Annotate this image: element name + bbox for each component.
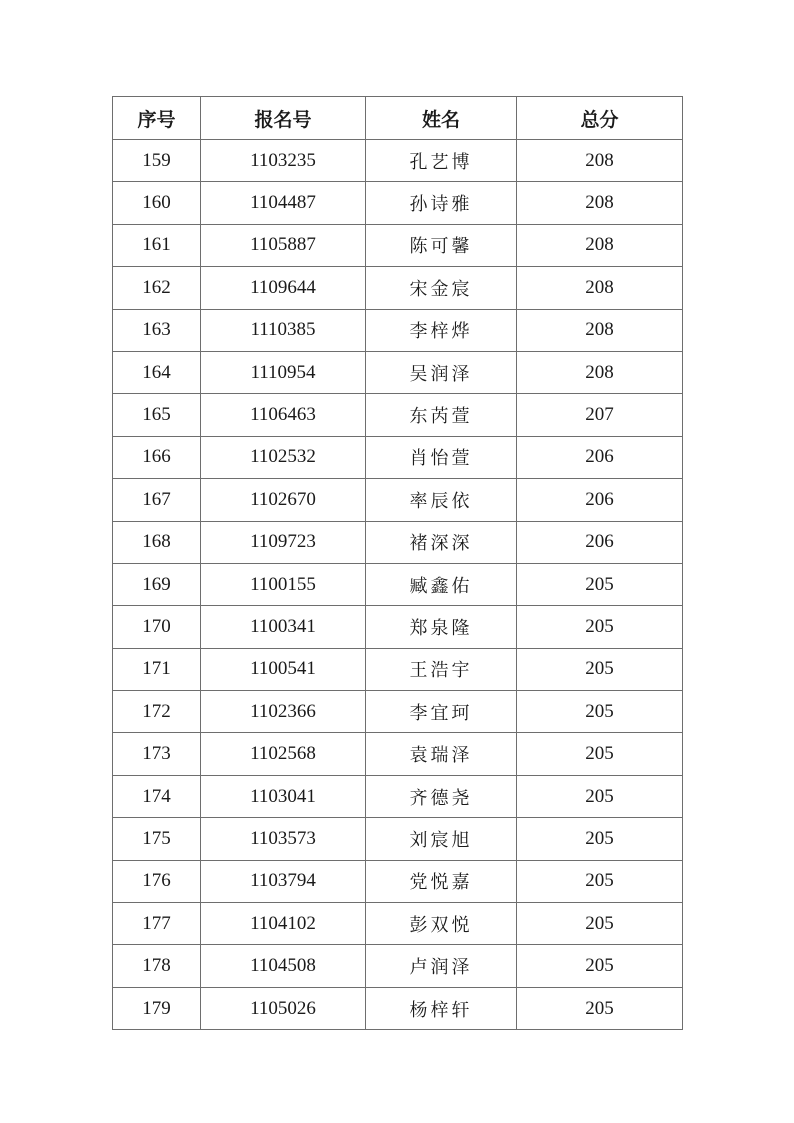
cell-total: 206 — [517, 521, 683, 563]
cell-seq: 178 — [113, 945, 201, 987]
cell-reg-no: 1110954 — [201, 351, 366, 393]
table-row — [113, 818, 683, 860]
cell-name: 褚深深 — [366, 521, 517, 563]
cell-total: 205 — [517, 648, 683, 690]
cell-reg-no: 1104508 — [201, 945, 366, 987]
cell-name: 王浩宇 — [366, 648, 517, 690]
header-total: 总分 — [517, 97, 683, 140]
cell-name: 宋金宸 — [366, 267, 517, 309]
cell-reg-no: 1104487 — [201, 182, 366, 224]
cell-name: 孔艺博 — [366, 140, 517, 182]
cell-total: 205 — [517, 606, 683, 648]
table-row — [113, 648, 683, 690]
cell-total: 205 — [517, 818, 683, 860]
table-row — [113, 563, 683, 605]
cell-total: 205 — [517, 860, 683, 902]
cell-name: 陈可馨 — [366, 224, 517, 266]
table-row — [113, 521, 683, 563]
cell-name: 吴润泽 — [366, 351, 517, 393]
cell-name: 李梓烨 — [366, 309, 517, 351]
cell-seq: 176 — [113, 860, 201, 902]
table-row — [113, 351, 683, 393]
table-row — [113, 903, 683, 945]
cell-reg-no: 1106463 — [201, 394, 366, 436]
cell-seq: 177 — [113, 903, 201, 945]
cell-name: 杨梓轩 — [366, 987, 517, 1029]
cell-total: 205 — [517, 903, 683, 945]
table-row — [113, 394, 683, 436]
table-row — [113, 182, 683, 224]
cell-reg-no: 1103794 — [201, 860, 366, 902]
cell-seq: 173 — [113, 733, 201, 775]
table-row — [113, 691, 683, 733]
cell-name: 卢润泽 — [366, 945, 517, 987]
cell-name: 臧鑫佑 — [366, 563, 517, 605]
cell-reg-no: 1105026 — [201, 987, 366, 1029]
cell-seq: 174 — [113, 775, 201, 817]
cell-name: 肖怡萱 — [366, 436, 517, 478]
header-name: 姓名 — [366, 97, 517, 140]
table-row — [113, 224, 683, 266]
cell-total: 208 — [517, 182, 683, 224]
cell-seq: 161 — [113, 224, 201, 266]
cell-reg-no: 1102366 — [201, 691, 366, 733]
cell-seq: 164 — [113, 351, 201, 393]
cell-name: 东芮萱 — [366, 394, 517, 436]
cell-name: 袁瑞泽 — [366, 733, 517, 775]
cell-total: 208 — [517, 351, 683, 393]
cell-reg-no: 1100341 — [201, 606, 366, 648]
cell-total: 205 — [517, 945, 683, 987]
cell-reg-no: 1103041 — [201, 775, 366, 817]
cell-name: 齐德尧 — [366, 775, 517, 817]
cell-total: 206 — [517, 479, 683, 521]
cell-seq: 165 — [113, 394, 201, 436]
cell-name: 孙诗雅 — [366, 182, 517, 224]
cell-reg-no: 1102670 — [201, 479, 366, 521]
cell-seq: 169 — [113, 563, 201, 605]
cell-total: 207 — [517, 394, 683, 436]
cell-total: 208 — [517, 267, 683, 309]
cell-seq: 163 — [113, 309, 201, 351]
cell-reg-no: 1100155 — [201, 563, 366, 605]
cell-reg-no: 1102532 — [201, 436, 366, 478]
cell-total: 206 — [517, 436, 683, 478]
cell-reg-no: 1102568 — [201, 733, 366, 775]
cell-seq: 168 — [113, 521, 201, 563]
cell-seq: 159 — [113, 140, 201, 182]
table-header-row — [113, 97, 683, 140]
table-row — [113, 945, 683, 987]
table-row — [113, 267, 683, 309]
cell-reg-no: 1103573 — [201, 818, 366, 860]
cell-seq: 162 — [113, 267, 201, 309]
table-row — [113, 860, 683, 902]
cell-reg-no: 1109644 — [201, 267, 366, 309]
cell-total: 208 — [517, 224, 683, 266]
table-row — [113, 436, 683, 478]
table-row — [113, 987, 683, 1029]
table-row — [113, 775, 683, 817]
cell-reg-no: 1109723 — [201, 521, 366, 563]
cell-name: 率辰依 — [366, 479, 517, 521]
cell-seq: 179 — [113, 987, 201, 1029]
score-table — [112, 96, 683, 1030]
cell-total: 208 — [517, 309, 683, 351]
cell-name: 彭双悦 — [366, 903, 517, 945]
cell-reg-no: 1104102 — [201, 903, 366, 945]
cell-name: 刘宸旭 — [366, 818, 517, 860]
cell-reg-no: 1105887 — [201, 224, 366, 266]
cell-total: 205 — [517, 987, 683, 1029]
cell-seq: 171 — [113, 648, 201, 690]
cell-name: 党悦嘉 — [366, 860, 517, 902]
cell-reg-no: 1103235 — [201, 140, 366, 182]
table-body — [113, 140, 683, 1030]
cell-name: 郑泉隆 — [366, 606, 517, 648]
table-row — [113, 140, 683, 182]
cell-seq: 175 — [113, 818, 201, 860]
cell-name: 李宜珂 — [366, 691, 517, 733]
cell-seq: 172 — [113, 691, 201, 733]
cell-seq: 167 — [113, 479, 201, 521]
header-reg-no: 报名号 — [201, 97, 366, 140]
table-row — [113, 479, 683, 521]
cell-total: 205 — [517, 733, 683, 775]
table-row — [113, 733, 683, 775]
cell-seq: 166 — [113, 436, 201, 478]
cell-total: 208 — [517, 140, 683, 182]
cell-total: 205 — [517, 775, 683, 817]
cell-seq: 170 — [113, 606, 201, 648]
cell-total: 205 — [517, 563, 683, 605]
header-seq: 序号 — [113, 97, 201, 140]
cell-total: 205 — [517, 691, 683, 733]
cell-reg-no: 1110385 — [201, 309, 366, 351]
cell-seq: 160 — [113, 182, 201, 224]
table-row — [113, 606, 683, 648]
cell-reg-no: 1100541 — [201, 648, 366, 690]
table-row — [113, 309, 683, 351]
